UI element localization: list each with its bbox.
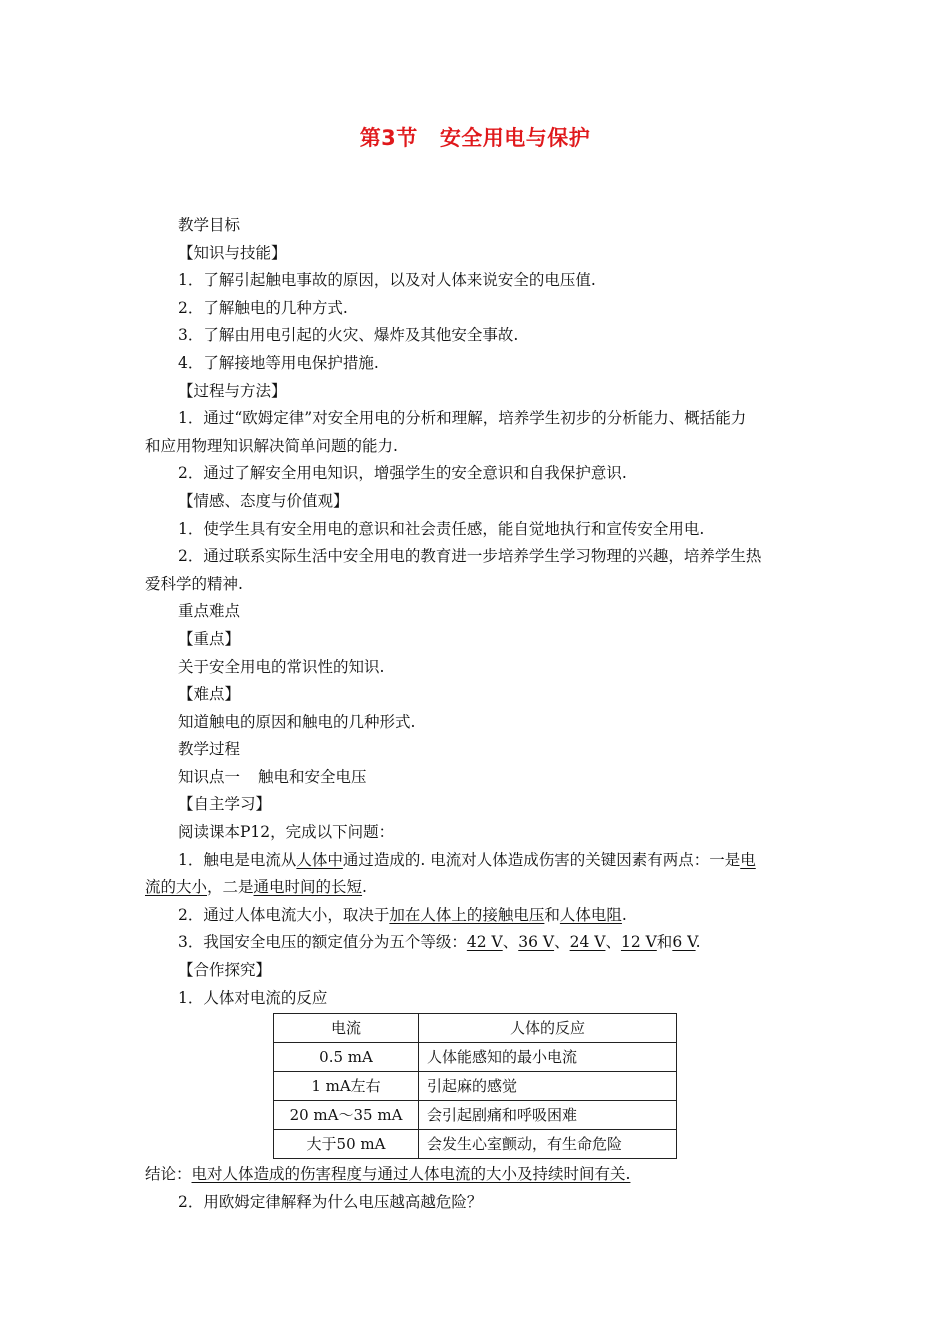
knowledge-item-3: 3．了解由用电引起的火灾、爆炸及其他安全事故. <box>178 326 519 345</box>
answer-blank: 通电时间的长短 <box>253 878 363 897</box>
table-cell-current: 1 mA左右 <box>274 1072 419 1101</box>
heading-emotion-values: 【情感、态度与价值观】 <box>178 491 349 510</box>
document-body <box>145 212 810 1216</box>
emotion-item-2-line-1: 2．通过联系实际生活中安全用电的教育进一步培养学生学习物理的兴趣，培养学生热 <box>178 547 762 566</box>
table-header-row <box>274 1014 677 1043</box>
current-reaction-table <box>273 1013 677 1159</box>
conclusion-answer: 电对人体造成的伤害程度与通过人体电流的大小及持续时间有关. <box>191 1165 631 1184</box>
process-item-2: 2．通过了解安全用电知识，增强学生的安全意识和自我保护意识. <box>178 464 627 483</box>
table-header-current: 电流 <box>274 1014 419 1043</box>
voltage-value: 6 V <box>672 933 696 952</box>
answer-blank: 人体电阻 <box>559 905 622 924</box>
answer-blank: 人体中 <box>296 850 343 869</box>
heading-cooperative-inquiry: 【合作探究】 <box>178 961 272 980</box>
heading-knowledge-skills: 【知识与技能】 <box>178 243 287 262</box>
table-cell-reaction: 人体能感知的最小电流 <box>419 1043 677 1072</box>
difficult-point-text: 知道触电的原因和触电的几种形式. <box>178 712 416 731</box>
table-cell-current: 0.5 mA <box>274 1043 419 1072</box>
section-teaching-process: 教学过程 <box>178 740 241 759</box>
section-key-difficult: 重点难点 <box>178 602 241 621</box>
voltage-value: 12 V <box>620 933 657 952</box>
answer-blank: 流的大小 <box>145 878 208 897</box>
process-item-1-line-1: 1．通过“欧姆定律”对安全用电的分析和理解，培养学生初步的分析能力、概括能力 <box>178 409 747 428</box>
table-cell-current: 大于50 mA <box>274 1130 419 1159</box>
heading-process-method: 【过程与方法】 <box>178 381 287 400</box>
inquiry-item-1: 1．人体对电流的反应 <box>178 988 328 1007</box>
section-teaching-goals: 教学目标 <box>178 216 241 234</box>
knowledge-item-1: 1．了解引起触电事故的原因，以及对人体来说安全的电压值. <box>178 271 596 290</box>
process-item-1-line-2: 和应用物理知识解决简单问题的能力. <box>145 436 398 455</box>
knowledge-item-2: 2．了解触电的几种方式. <box>178 298 348 317</box>
table-row <box>274 1130 677 1159</box>
heading-key-point: 【重点】 <box>178 629 241 648</box>
table-row <box>274 1101 677 1130</box>
knowledge-point-1-heading: 知识点一 触电和安全电压 <box>178 767 367 786</box>
title-section-number: 第3节 <box>359 126 418 150</box>
voltage-value: 24 V <box>569 933 606 952</box>
heading-difficult-point: 【难点】 <box>178 685 241 704</box>
voltage-value: 42 V <box>466 933 503 952</box>
table-row <box>274 1072 677 1101</box>
table-header-reaction: 人体的反应 <box>419 1014 677 1043</box>
heading-self-study: 【自主学习】 <box>178 795 272 814</box>
question-1-line-2: 流的大小，二是通电时间的长短. <box>145 878 367 897</box>
reading-instruction: 阅读课本P12，完成以下问题： <box>178 823 395 842</box>
table-cell-reaction: 会发生心室颤动，有生命危险 <box>419 1130 677 1159</box>
table-row <box>274 1043 677 1072</box>
key-point-text: 关于安全用电的常识性的知识. <box>178 657 385 676</box>
title-text: 安全用电与保护 <box>439 126 591 150</box>
question-2: 2．通过人体电流大小，取决于加在人体上的接触电压和人体电阻. <box>178 905 627 924</box>
conclusion: 结论：电对人体造成的伤害程度与通过人体电流的大小及持续时间有关. <box>145 1165 631 1184</box>
answer-blank: 加在人体上的接触电压 <box>389 905 545 924</box>
table-cell-reaction: 会引起剧痛和呼吸困难 <box>419 1101 677 1130</box>
question-1-line-1: 1．触电是电流从人体中通过造成的. 电流对人体造成伤害的关键因素有两点：一是电 <box>178 850 756 869</box>
table-cell-reaction: 引起麻的感觉 <box>419 1072 677 1101</box>
table-cell-current: 20 mA～35 mA <box>274 1101 419 1130</box>
answer-blank: 电 <box>740 850 756 869</box>
knowledge-item-4: 4．了解接地等用电保护措施. <box>178 353 379 372</box>
inquiry-item-2: 2．用欧姆定律解释为什么电压越高越危险？ <box>178 1192 483 1211</box>
page-title <box>0 122 950 152</box>
voltage-value: 36 V <box>518 933 555 952</box>
emotion-item-1: 1．使学生具有安全用电的意识和社会责任感，能自觉地执行和宣传安全用电. <box>178 519 705 538</box>
question-3: 3．我国安全电压的额定值分为五个等级：42 V、36 V、24 V、12 V和6 V. <box>178 933 701 952</box>
emotion-item-2-line-2: 爱科学的精神. <box>145 574 243 593</box>
